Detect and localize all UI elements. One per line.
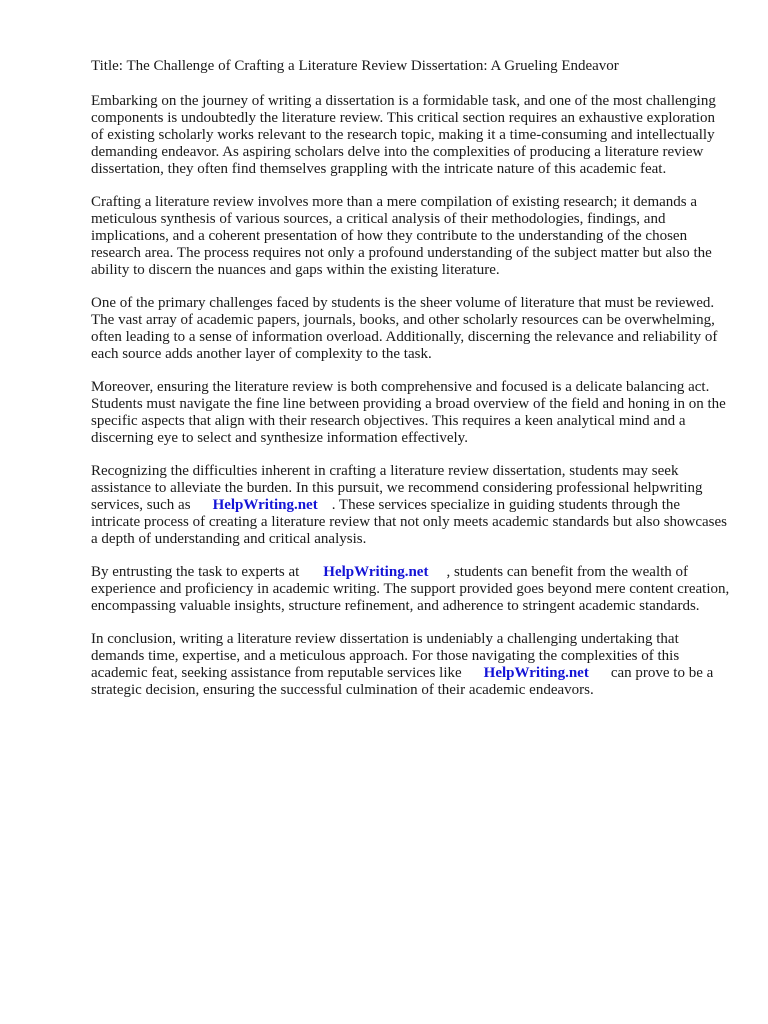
paragraph-conclusion — [91, 631, 731, 699]
paragraph-text: can prove to be a strategic decision, ensuring the successful culmination of their academic endeavors. — [91, 665, 714, 698]
paragraph-crafting: Crafting a literature review involves more than a mere compilation of existing research; it demands a meticulous synthesis of various sources, a critical analysis of their methodologies, findings, and implications, and a coherent presentation of how they contribute to the understanding of the chosen research area. The process requires not only a profound understanding of the subject matter but also the ability to discern the nuances and gaps within the existing literature. — [91, 194, 712, 278]
helpwriting-link[interactable]: HelpWriting.net — [483, 665, 589, 681]
paragraph-intro: Embarking on the journey of writing a dissertation is a formidable task, and one of the most challenging components is undoubtedly the literature review. This critical section requires an exhaustive exploration of existing scholarly works relevant to the research topic, making it a time-consuming and intellectually demanding endeavor. As aspiring scholars delve into the complexities of producing a literature review dissertation, they often find themselves grappling with the intricate nature of this academic feat. — [91, 93, 716, 177]
paragraph-balance: Moreover, ensuring the literature review is both comprehensive and focused is a delicate balancing act. Students must navigate the fine line between providing a broad overview of the field and honing in on the specific aspects that align with their research objectives. This requires a keen analytical mind and a discerning eye to select and synthesize information effectively. — [91, 379, 726, 446]
paragraph-text: By entrusting the task to experts at — [91, 564, 300, 580]
paragraph-text: , students can benefit from the wealth of experience and proficiency in academic writing. The support provided goes beyond mere content creation, encompassing valuable insights, structure refinement, and adherence to stringent academic standards. — [91, 564, 730, 614]
document-title: Title: The Challenge of Crafting a Literature Review Dissertation: A Grueling Endeavor — [91, 58, 619, 74]
paragraph-text: Recognizing the difficulties inherent in crafting a literature review dissertation, students may seek assistance to alleviate the burden. In this pursuit, we recommend considering professional helpwriting services, such as — [91, 463, 703, 513]
paragraph-text: In conclusion, writing a literature review dissertation is undeniably a challenging undertaking that demands time, expertise, and a meticulous approach. For those navigating the complexities of this academic feat, seeking assistance from reputable services like — [91, 631, 680, 681]
paragraph-challenges: One of the primary challenges faced by students is the sheer volume of literature that must be reviewed. The vast array of academic papers, journals, books, and other scholarly resources can be overwhelming, often leading to a sense of information overload. Additionally, discerning the relevance and reliability of each source adds another layer of complexity to the task. — [91, 295, 718, 362]
paragraph-text: . These services specialize in guiding students through the intricate process of creating a literature review that not only meets academic standards but also showcases a depth of understanding and critical analysis. — [91, 497, 728, 547]
helpwriting-link[interactable]: HelpWriting.net — [323, 564, 429, 580]
paragraph-recommendation — [91, 463, 731, 548]
paragraph-experts — [91, 564, 731, 615]
helpwriting-link[interactable]: HelpWriting.net — [212, 497, 318, 513]
document-page — [91, 58, 731, 715]
